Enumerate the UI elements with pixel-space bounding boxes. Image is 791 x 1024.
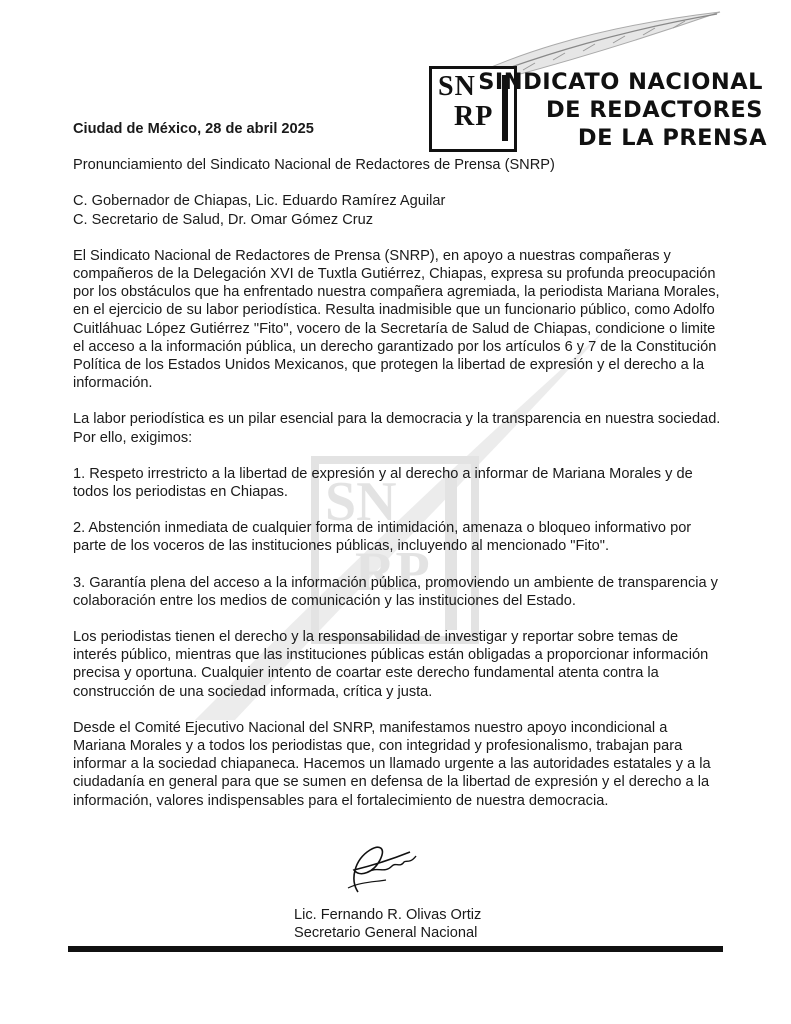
org-name-line-3: DE LA PRENSA bbox=[577, 125, 767, 151]
letter-subject: Pronunciamiento del Sindicato Nacional de Redactores de Prensa (SNRP) bbox=[73, 157, 555, 174]
logo-letters-bottom: RP bbox=[454, 101, 494, 132]
svg-text:SN: SN bbox=[325, 471, 397, 533]
signer-title: Secretario General Nacional bbox=[294, 925, 478, 941]
letter-body bbox=[73, 120, 723, 828]
demand-3: 3. Garantía plena del acceso a la información pública, promoviendo un ambiente de transparencia y colaboración entre los medios de comunicación y las instituciones del Estado. bbox=[73, 574, 718, 609]
paragraph-2: La labor periodística es un pilar esencial para la democracia y la transparencia en nuestra sociedad. Por ello, exigimos: bbox=[73, 411, 721, 446]
handwritten-signature bbox=[340, 830, 420, 900]
org-name-line-2: DE REDACTORES bbox=[545, 97, 763, 123]
org-name-line-1: SINDICATO NACIONAL bbox=[478, 69, 763, 95]
signer-block bbox=[294, 906, 481, 942]
signer-name: Lic. Fernando R. Olivas Ortiz bbox=[294, 907, 482, 923]
footer-divider bbox=[68, 946, 723, 952]
paragraph-3: Los periodistas tienen el derecho y la responsabilidad de investigar y reportar sobre temas de interés público, mientras que las instituciones públicas están obligadas a proporcionar información precisa y oportuna. Cualquier intento de coartar este derecho fundamental atenta contra la construcción de una sociedad informada, crítica y justa. bbox=[73, 629, 709, 700]
demand-1: 1. Respeto irrestricto a la libertad de expresión y al derecho a informar de Mariana Morales y de todos los periodistas en Chiapas. bbox=[73, 465, 693, 501]
logo-letters-top: SN bbox=[438, 71, 476, 102]
recipient-1: C. Gobernador de Chiapas, Lic. Eduardo Ramírez Aguilar bbox=[73, 193, 446, 210]
demand-2: 2. Abstención inmediata de cualquier forma de intimidación, amenaza o bloqueo informativo por parte de los voceros de las instituciones públicas, incluyendo al mencionado "Fito". bbox=[73, 520, 692, 555]
recipient-2: C. Secretario de Salud, Dr. Omar Gómez Cruz bbox=[73, 211, 374, 228]
paragraph-4: Desde el Comité Ejecutivo Nacional del SNRP, manifestamos nuestro apoyo incondicional a Mariana Morales y a todos los periodistas que, con integridad y profesionalismo, trabajan para informar a la sociedad chiapaneca. Hacemos un llamado urgente a las autoridades estatales y a la ciudadanía en general para que se sumen en defensa de la libertad de expresión y el derecho a la información, valores indispensables para el fortalecimiento de nuestra democracia. bbox=[73, 719, 711, 809]
letter-date: Ciudad de México, 28 de abril 2025 bbox=[73, 121, 314, 137]
recipients bbox=[73, 192, 723, 228]
svg-text:RP: RP bbox=[355, 541, 430, 603]
paragraph-1: El Sindicato Nacional de Redactores de Prensa (SNRP), en apoyo a nuestras compañeras y compañeros de la Delegación XVI de Tuxtla Gutiérrez, Chiapas, expresa su profunda preocupación por los obstáculos que ha enfrentado nuestra compañera agremiada, la periodista Mariana Morales, en el ejercicio de su labor periodística. Resulta inadmisible que un funcionario público, como Adolfo Cuitláhuac López Gutiérrez "Fito", vocero de la Secretaría de Salud de Chiapas, condicione o limite el acceso a la información pública, un derecho garantizado por los artículos 6 y 7 de la Constitución Política de los Estados Unidos Mexicanos, que protegen la libertad de expresión y el derecho a la información. bbox=[73, 247, 720, 392]
